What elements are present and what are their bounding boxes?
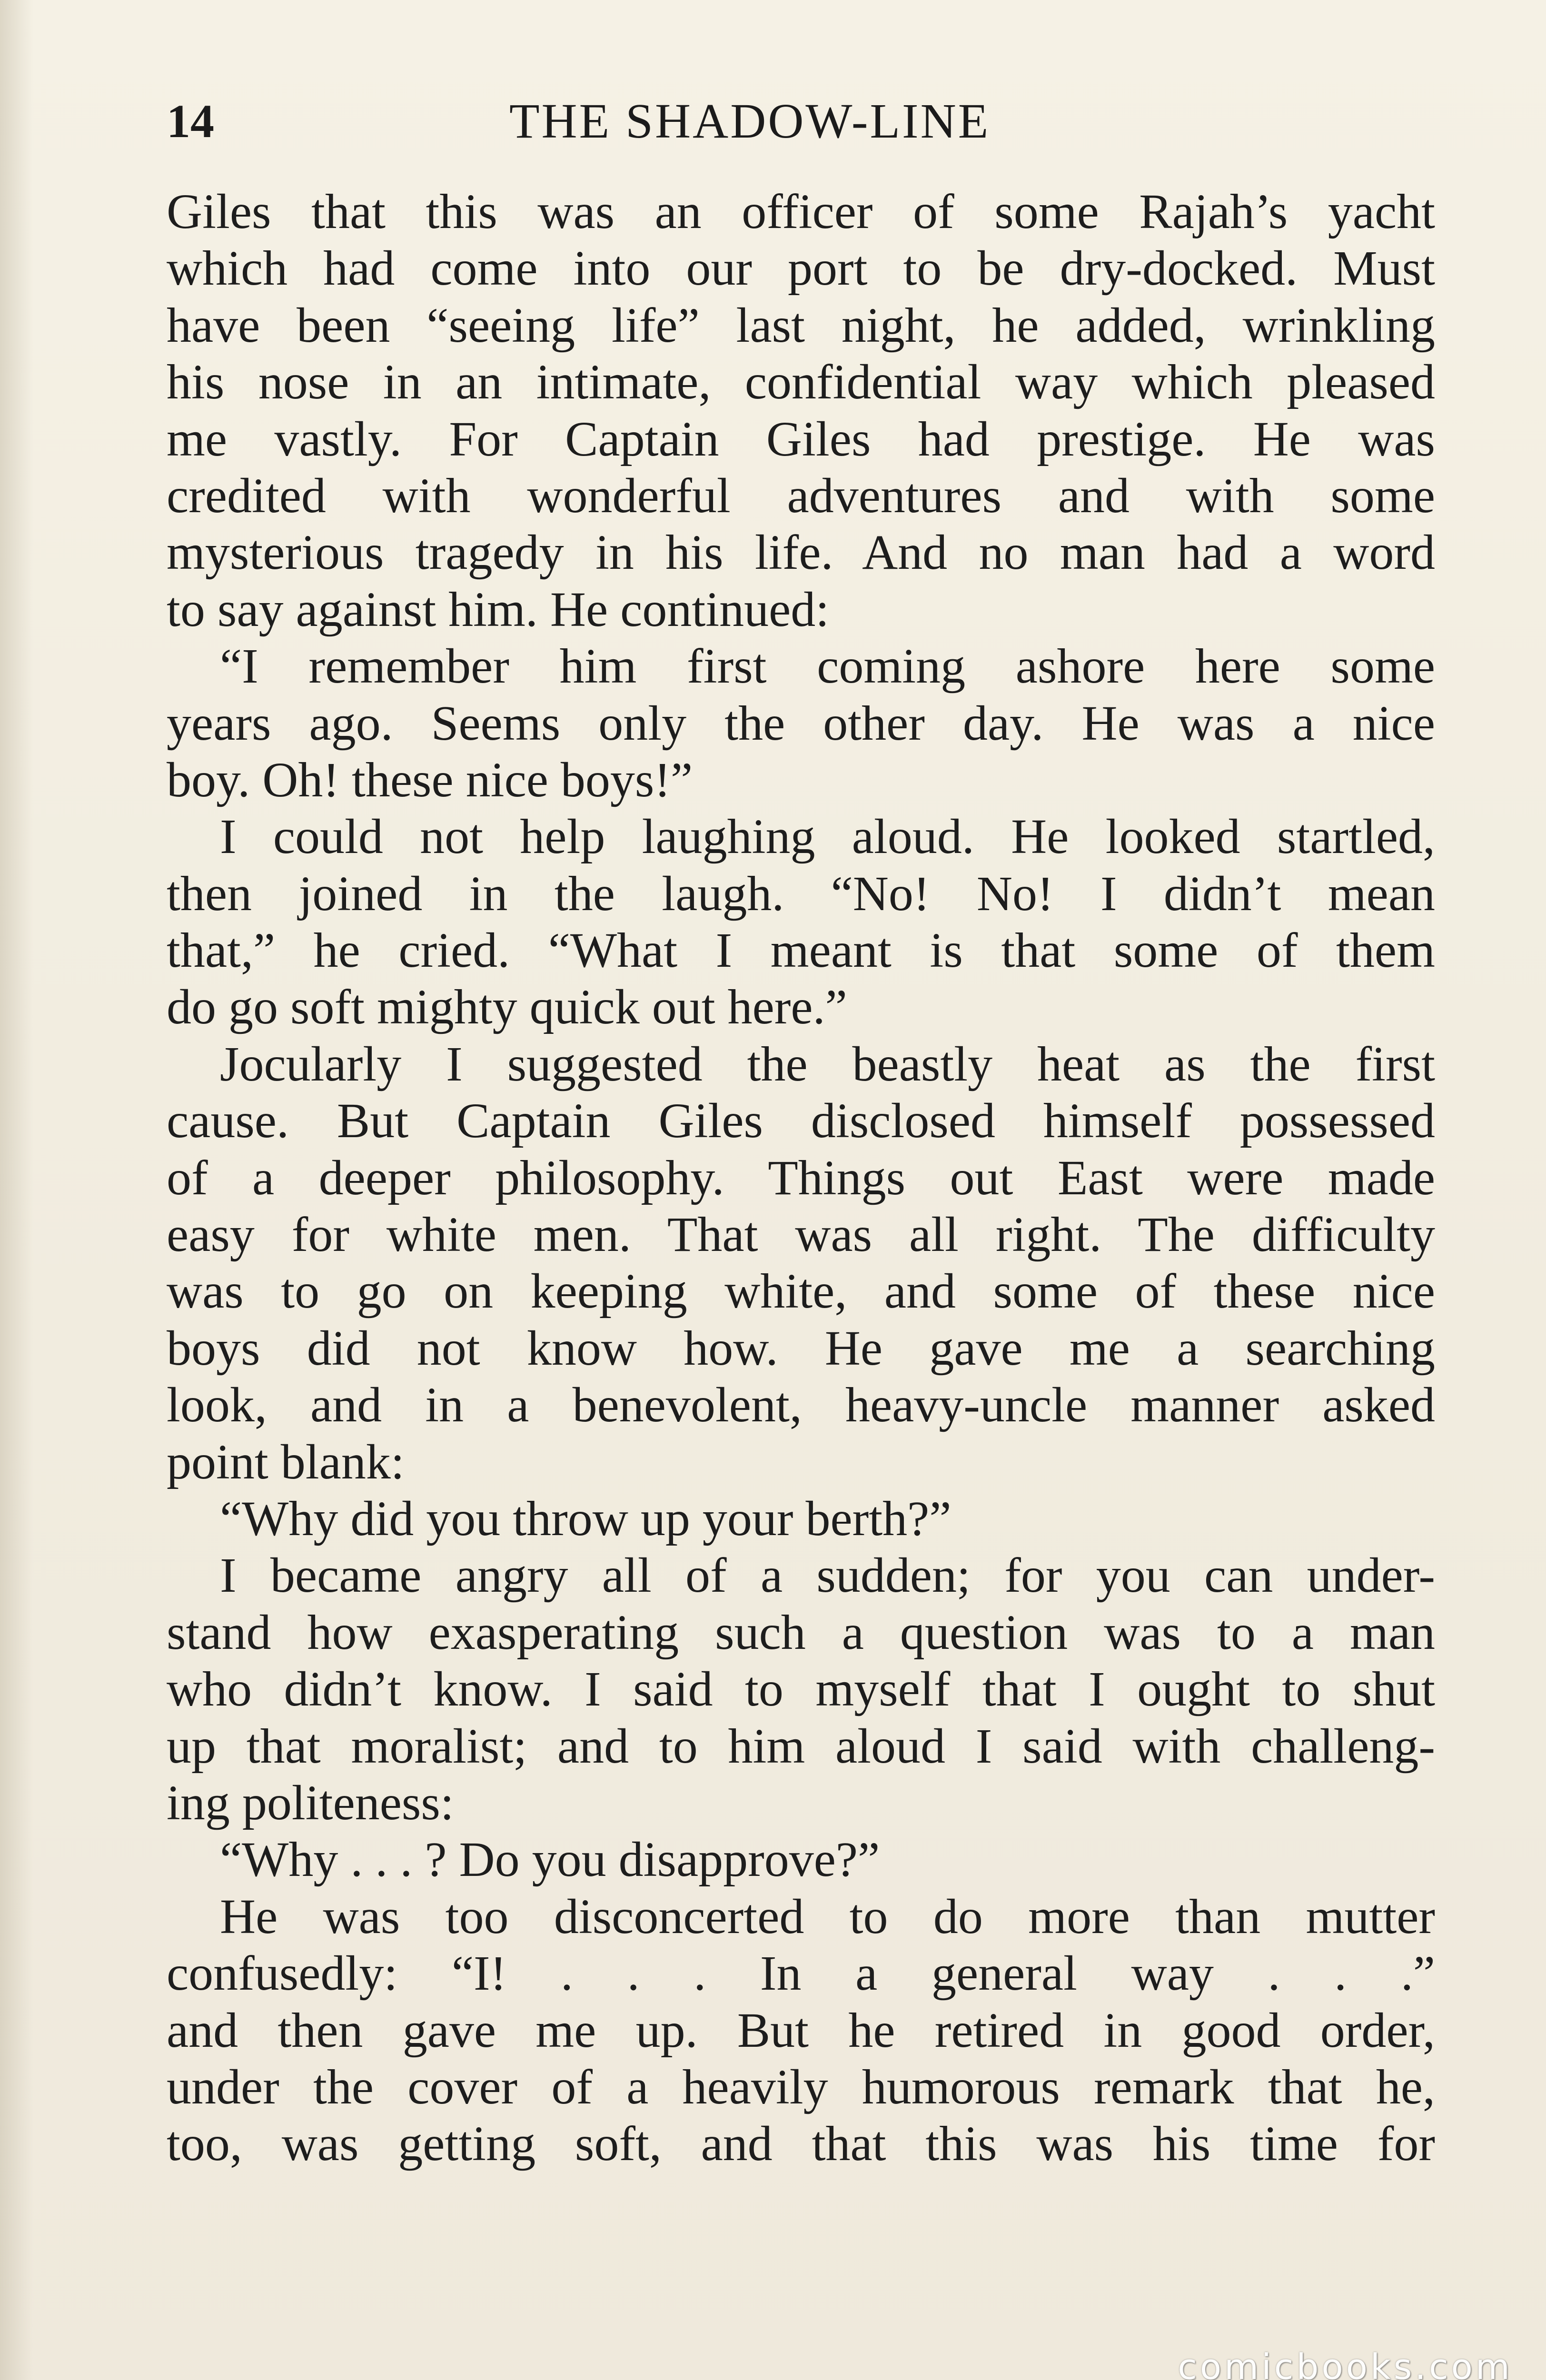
text-line: that,” he cried. “What I meant is that some of them — [167, 923, 1435, 978]
text-line: which had come into our port to be dry-docked. Must — [167, 241, 1435, 296]
page-gutter-shadow — [0, 0, 33, 2380]
text-line: easy for white men. That was all right. The difficulty — [167, 1207, 1435, 1262]
text-line: “Why did you throw up your berth?” — [220, 1491, 951, 1546]
text-line: too, was getting soft, and that this was his time for — [167, 2116, 1435, 2172]
text-line: up that moralist; and to him aloud I said with challeng- — [167, 1718, 1435, 1774]
text-line: He was too disconcerted to do more than mutter — [220, 1889, 1435, 1944]
text-line: point blank: — [167, 1434, 405, 1489]
text-line: stand how exasperating such a question was to a man — [167, 1605, 1435, 1660]
text-line: confusedly: “I! . . . In a general way . . .” — [167, 1946, 1435, 2001]
text-line: Giles that this was an officer of some Rajah’s yacht — [167, 184, 1435, 239]
running-title: THE SHADOW-LINE — [509, 94, 991, 149]
text-line: I became angry all of a sudden; for you can under- — [220, 1548, 1435, 1603]
text-line: and then gave me up. But he retired in good order, — [167, 2003, 1435, 2058]
watermark: comicbooks.com — [1178, 2347, 1513, 2380]
text-line: then joined in the laugh. “No! No! I didn’t mean — [167, 866, 1435, 921]
text-line: have been “seeing life” last night, he added, wrinkling — [167, 298, 1435, 353]
text-line: look, and in a benevolent, heavy-uncle manner asked — [167, 1378, 1435, 1433]
text-line: was to go on keeping white, and some of these nice — [167, 1264, 1435, 1319]
text-line: do go soft mighty quick out here.” — [167, 980, 847, 1035]
text-line: “I remember him first coming ashore here some — [220, 639, 1435, 694]
text-line: I could not help laughing aloud. He looked startled, — [220, 809, 1435, 864]
text-line: years ago. Seems only the other day. He was a nice — [167, 695, 1435, 751]
page-number: 14 — [167, 95, 214, 148]
page-header — [167, 86, 1435, 157]
text-line: credited with wonderful adventures and with some — [167, 468, 1435, 523]
text-line: to say against him. He continued: — [167, 582, 830, 637]
text-line: boys did not know how. He gave me a searching — [167, 1320, 1435, 1376]
text-line: Jocularly I suggested the beastly heat as the first — [220, 1036, 1435, 1091]
text-line: cause. But Captain Giles disclosed himself possessed — [167, 1093, 1435, 1149]
text-line: boy. Oh! these nice boys!” — [167, 752, 693, 807]
body-text — [167, 183, 1435, 2172]
text-line: “Why . . . ? Do you disapprove?” — [220, 1832, 880, 1887]
text-line: his nose in an intimate, confidential way which pleased — [167, 355, 1435, 410]
text-line: me vastly. For Captain Giles had prestige. He was — [167, 411, 1435, 466]
text-line: of a deeper philosophy. Things out East were made — [167, 1150, 1435, 1205]
text-line: who didn’t know. I said to myself that I ought to shut — [167, 1662, 1435, 1717]
text-line: ing politeness: — [167, 1775, 454, 1830]
text-line: mysterious tragedy in his life. And no man had a word — [167, 525, 1435, 580]
text-line: under the cover of a heavily humorous remark that he, — [167, 2059, 1435, 2114]
